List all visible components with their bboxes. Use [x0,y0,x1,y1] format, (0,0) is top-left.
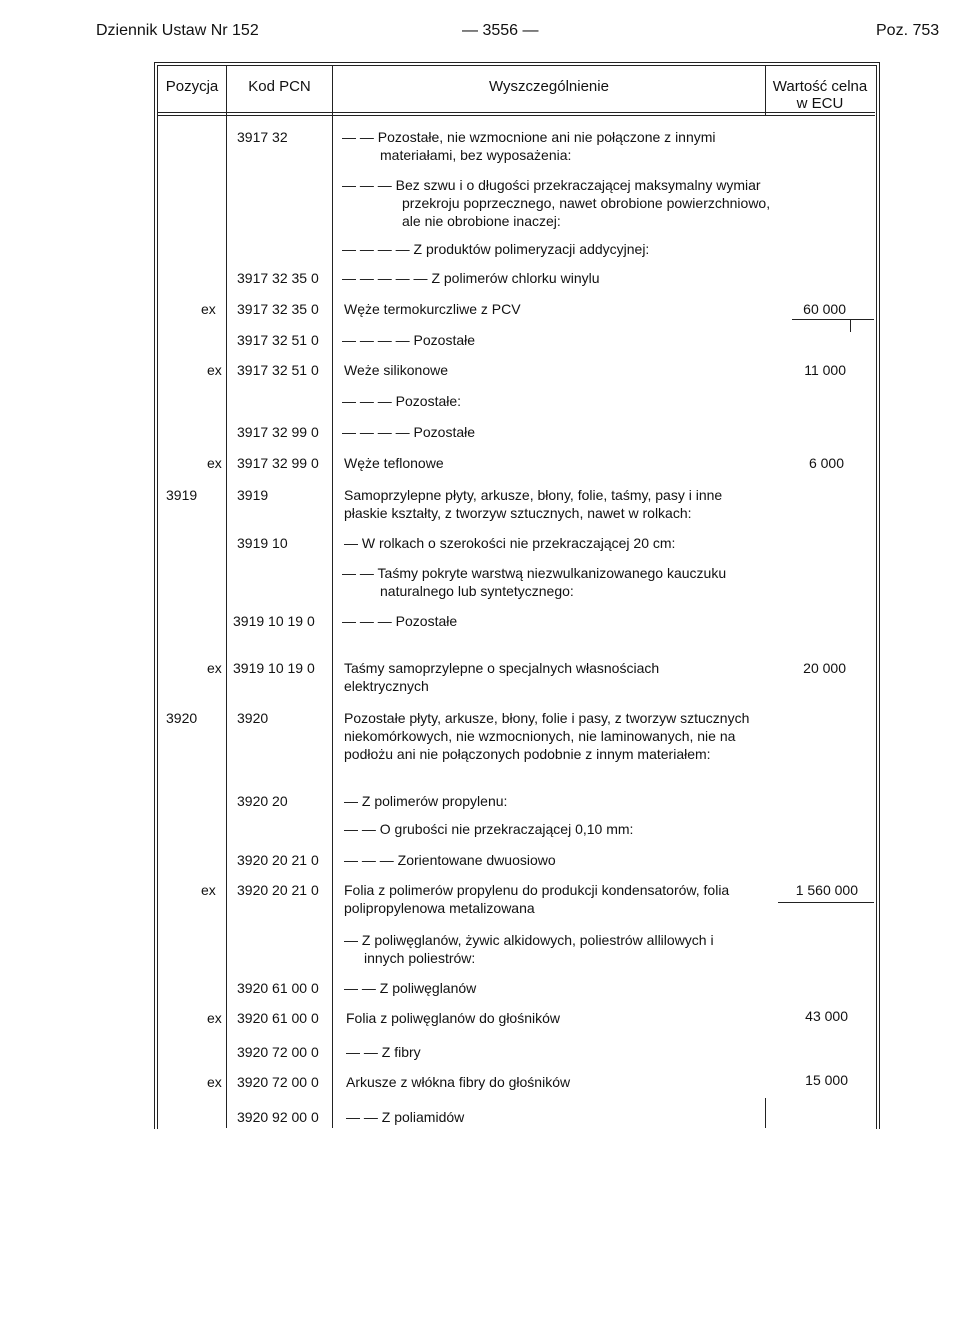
journal-title: Dziennik Ustaw Nr 152 [96,22,259,39]
row-description: — — Z poliwęglanów [344,980,477,996]
header-customs-value: Wartość celna [772,78,868,95]
page-number: — 3556 — [462,22,539,39]
row-description-text: — Z poliwęglanów, żywic alkidowych, poliestrów allilowych i innych poliestrów: [344,932,714,966]
row-ex-marker: ex [207,1010,222,1026]
row-value: 60 000 [803,301,846,317]
row-value: 11 000 [804,362,846,378]
row-description: — — — — Pozostałe [342,424,476,440]
row-code: 3917 32 51 0 [237,362,319,378]
row-description: — — — — Pozostałe [342,332,476,348]
row-description: Folia z poliwęglanów do głośników [346,1010,561,1026]
row-code: 3920 72 00 0 [237,1044,319,1060]
row-code: 3920 [237,710,269,726]
header-currency: w ECU [796,95,844,112]
row-code: 3917 32 99 0 [237,455,319,471]
row-code: 3920 92 00 0 [237,1109,319,1125]
row-code: 3920 61 00 0 [237,1010,319,1026]
row-position: 3920 [166,710,198,726]
row-description-text: — — Pozostałe, nie wzmocnione ani nie połączone z innymi materiałami, bez wyposażenia: [342,129,716,163]
row-code: 3919 10 [237,535,288,551]
row-description-text: — — Taśmy pokryte warstwą niezwulkanizowanego kauczuku naturalnego lub syntetycznego: [342,565,727,599]
header-code: Kod PCN [248,78,311,95]
row-description: Weże silikonowe [344,362,449,378]
row-description: — W rolkach o szerokości nie przekraczającej 20 cm: [344,535,676,551]
row-code: 3920 20 21 0 [237,852,319,868]
position-number: Poz. 753 [876,22,940,39]
row-description: Węże teflonowe [344,455,444,471]
row-description: — — — Zorientowane dwuosiowo [344,852,556,868]
row-ex-marker: ex [207,455,222,471]
row-description [342,128,732,164]
row-ex-marker: ex [207,1074,222,1090]
row-value: 6 000 [808,455,844,471]
row-description: — — — Pozostałe: [342,393,462,409]
row-code: 3919 [237,487,269,503]
row-ex-marker: ex [201,301,216,317]
row-description: — — Z poliamidów [346,1109,465,1125]
row-code: 3919 10 19 0 [233,660,315,676]
row-description: — — Z fibry [346,1044,421,1060]
row-ex-marker: ex [207,660,222,676]
row-value: 43 000 [805,1008,848,1024]
row-code: 3917 32 35 0 [237,301,319,317]
row-ex-marker: ex [201,882,216,898]
row-code: 3917 32 [237,129,288,145]
row-position: 3919 [166,487,198,503]
row-code: 3920 61 00 0 [237,980,319,996]
row-code: 3917 32 35 0 [237,270,319,286]
row-description: Samoprzylepne płyty, arkusze, błony, folie, taśmy, pasy i inne płaskie kształty, z tworzyw sztucznych, nawet w rolkach: [344,487,723,521]
row-description: Folia z polimerów propylenu do produkcji kondensatorów, folia polipropylenowa metalizowana [344,882,730,916]
row-description: — — — — — Z polimerów chlorku winylu [342,270,600,286]
row-value: 1 560 000 [795,882,858,898]
row-description [344,931,754,967]
row-value: 15 000 [805,1072,848,1088]
row-description [342,564,762,600]
row-code: 3917 32 99 0 [237,424,319,440]
row-description: — Z polimerów propylenu: [344,793,508,809]
row-description: Węże termokurczliwe z PCV [344,301,521,317]
row-ex-marker: ex [207,362,222,378]
header-description: Wyszczególnienie [489,78,609,95]
row-description: Arkusze z włókna fibry do głośników [346,1074,571,1090]
row-description: — — O grubości nie przekraczającej 0,10 mm: [344,821,634,837]
row-code: 3920 72 00 0 [237,1074,319,1090]
row-description: — — — — Z produktów polimeryzacji addycyjnej: [342,241,650,257]
row-code: 3920 20 [237,793,288,809]
row-value: 20 000 [803,660,846,676]
row-description-text: — — — Bez szwu i o długości przekraczającej maksymalny wymiar przekroju poprzecznego, nawet obrobione powierzchniowo, ale nie obrobione inaczej: [342,177,771,229]
row-code: 3919 10 19 0 [233,613,315,629]
row-description: Taśmy samoprzylepne o specjalnych własnościach elektrycznych [344,660,660,694]
header-position: Pozycja [165,78,219,95]
row-description: Pozostałe płyty, arkusze, błony, folie i pasy, z tworzyw sztucznych niekomórkowych, nie wzmocnionych, nie laminowanych, nie na podłożu ani nie połączonych podobnie z innym materiałem: [344,710,750,762]
row-code: 3920 20 21 0 [237,882,319,898]
row-description [342,176,772,230]
row-code: 3917 32 51 0 [237,332,319,348]
row-description: — — — Pozostałe [342,613,458,629]
